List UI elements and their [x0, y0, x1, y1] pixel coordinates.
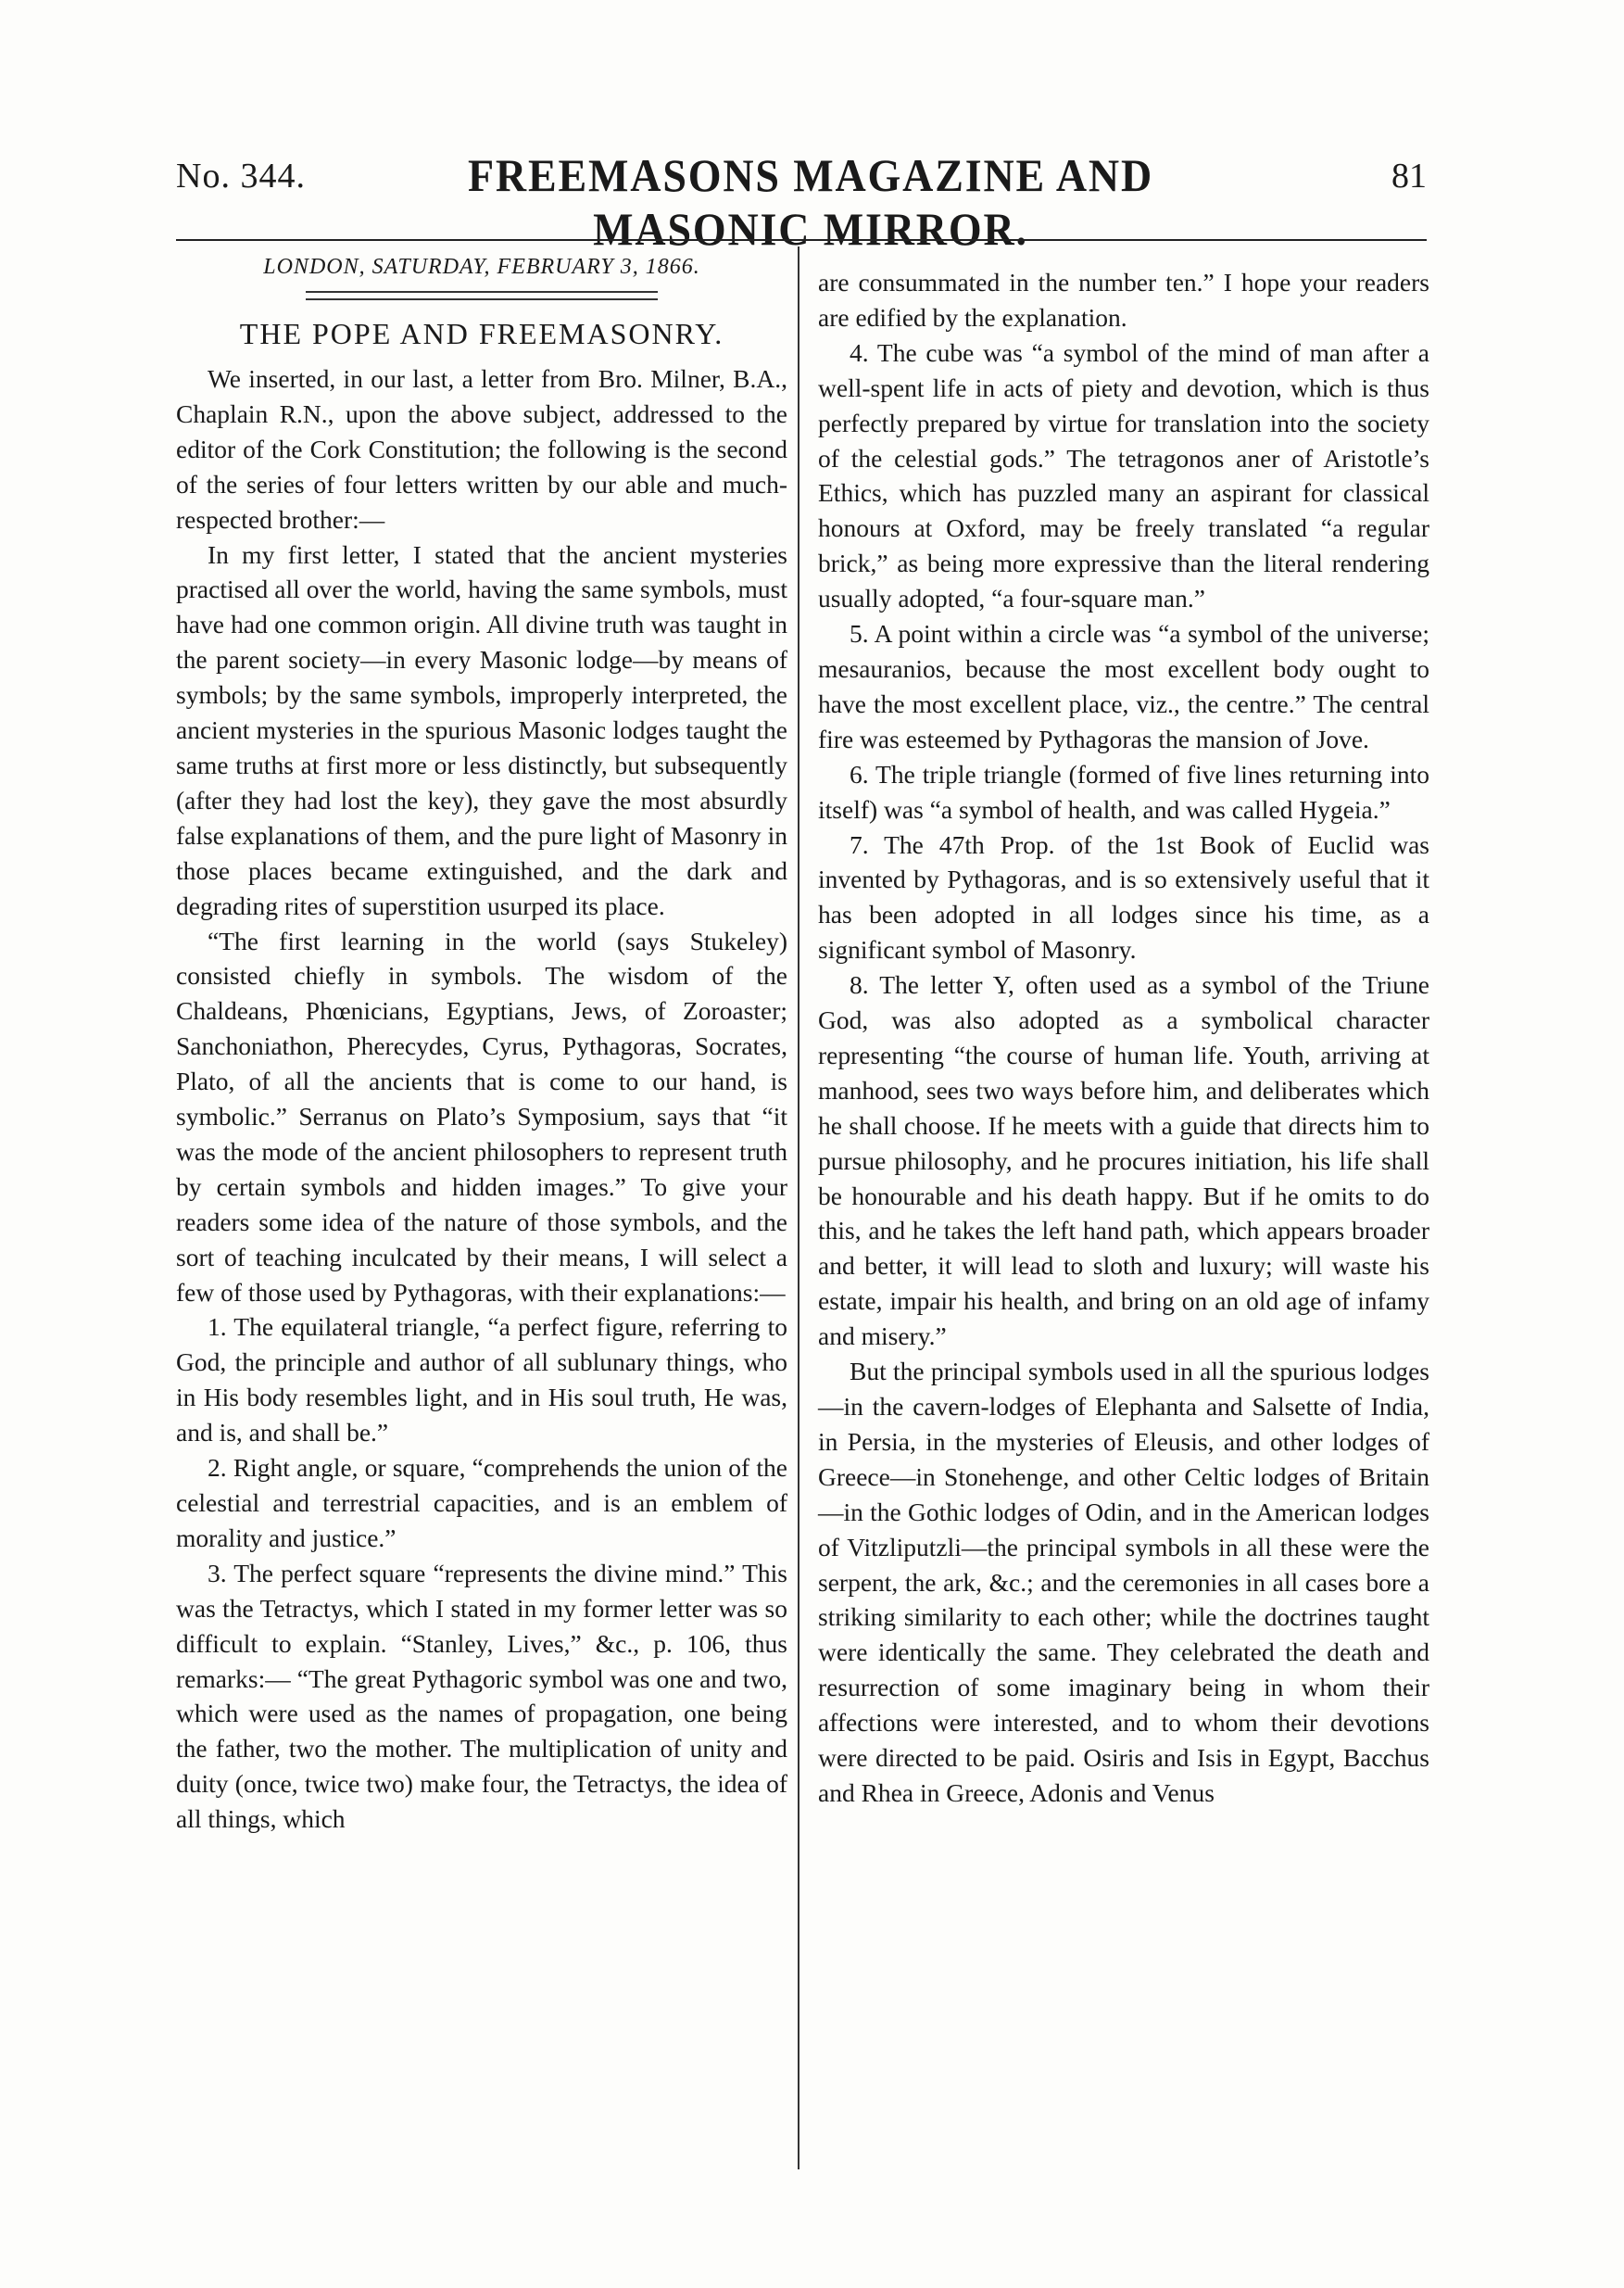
paragraph: “The first learning in the world (says Stukeley) consisted chiefly in symbols. The wisdom of the Chaldeans, Phœnicians, Egyptians, Jews, of Zoroaster; Sanchoniathon, Pherecydes, Cyrus, Pythagoras, Socrates, Plato, of all the ancients that is come to our hand, is symbolic.” Serranus on Plato’s Symposium, says that “it was the mode of the ancient philosophers to represent truth by certain symbols and hidden images.” To give your readers some idea of the nature of those symbols, and the sort of teaching inculcated by their means, I will select a few of those used by Pythagoras, with their explanations:— [176, 926, 787, 1307]
masthead [176, 139, 1427, 255]
paragraph: 4. The cube was “a symbol of the mind of man after a well-spent life in acts of piety and devotion, which is thus perfectly prepared by virtue for translation into the society of the celestial gods.” The tetragonos aner of Aristotle’s Ethics, which has puzzled many an aspirant for classical honours at Oxford, may be freely translated “a regular brick,” as being more expressive than the literal rendering usually adopted, “a four-square man.” [818, 337, 1429, 613]
magazine-title: FREEMASONS MAGAZINE AND MASONIC MIRROR. [467, 149, 1154, 255]
paragraph: are consummated in the number ten.” I hope your readers are edified by the explanation. [818, 268, 1429, 332]
paragraph: 2. Right angle, or square, “comprehends the union of the celestial and terrestrial capacities, and is an emblem of morality and justice.” [176, 1453, 787, 1552]
paragraph: 6. The triple triangle (formed of five lines returning into itself) was “a symbol of health, and was called Hygeia.” [818, 759, 1429, 824]
paragraph: But the principal symbols used in all the spurious lodges—in the cavern-lodges of Elephanta and Salsette of India, in Persia, in the mysteries of Eleusis, and other lodges of Greece—in Stonehenge, and other Celtic lodges of Britain—in the Gothic lodges of Odin, and in the American lodges of Vitzliputzli—the principal symbols in all these were the serpent, the ark, &c.; and the ceremonies in all cases bore a striking similarity to each other; while the doctrines taught were identically the same. They celebrated the death and resurrection of some imaginary being in whom their affections were interested, and to whom their devotions were directed to be paid. Osiris and Isis in Egypt, Bacchus and Rhea in Greece, Adonis and Venus [818, 1357, 1429, 1807]
paragraph: In my first letter, I stated that the ancient mysteries practised all over the world, having the same symbols, must have had one common origin. All divine truth was taught in the parent society—in every Masonic lodge—by means of symbols; by the same symbols, improperly interpreted, the ancient mysteries in the spurious Masonic lodges taught the same truths at first more or less distinctly, but subsequently (after they had lost the key), they gave the most absurdly false explanations of them, and the pure light of Masonry in those places became extinguished, and the dark and degrading rites of superstition usurped its place. [176, 539, 787, 920]
paragraph: We inserted, in our last, a letter from Bro. Milner, B.A., Chaplain R.N., upon the above subject, addressed to the editor of the Cork Constitution; the following is the second of the series of four letters written by our able and much-respected brother:— [176, 364, 787, 534]
dateline-rule [306, 291, 658, 300]
paragraph: 3. The perfect square “represents the divine mind.” This was the Tetractys, which I stated in my former letter was so difficult to explain. “Stanley, Lives,” &c., p. 106, thus remarks:— “The great Pythagoric symbol was one and two, which were used as the names of propagation, one being the father, two the mother. The multiplication of unity and duity (once, twice two) make four, the Tetractys, the idea of all things, which [176, 1558, 787, 1834]
right-column [818, 265, 1429, 1811]
page-number: 81 [1391, 157, 1427, 196]
paragraph: 5. A point within a circle was “a symbol of the universe; mesauranios, because the most excellent body ought to have the most excellent place, viz., the centre.” The central fire was esteemed by Pythagoras the mansion of Jove. [818, 619, 1429, 753]
article-title: THE POPE AND FREEMASONRY. [239, 317, 724, 350]
column-divider [798, 246, 799, 2169]
dateline: LONDON, SATURDAY, FEBRUARY 3, 1866. [263, 255, 700, 279]
paragraph: 7. The 47th Prop. of the 1st Book of Euclid was invented by Pythagoras, and is so extensively useful that it has been adopted in all lodges since his time, as a significant symbol of Masonry. [818, 829, 1429, 965]
masthead-rule [176, 239, 1427, 241]
paragraph: 1. The equilateral triangle, “a perfect figure, referring to God, the principle and author of all sublunary things, who in His body resembles light, and in His soul truth, He was, and is, and shall be.” [176, 1312, 787, 1447]
paragraph: 8. The letter Y, often used as a symbol of the Triune God, was also adopted as a symbolical character representing “the course of human life. Youth, arriving at manhood, sees two ways before him, and deliberates which he shall choose. If he meets with a guide that directs him to pursue philosophy, and he procures initiation, his life shall be honourable and his death happy. But if he omits to do this, and he takes the left hand path, which appears broader and better, it will lead to sloth and luxury; will waste his estate, impair his health, and bring on an old age of infamy and misery.” [818, 970, 1429, 1351]
issue-number: No. 344. [176, 157, 306, 196]
left-column [176, 250, 787, 1837]
